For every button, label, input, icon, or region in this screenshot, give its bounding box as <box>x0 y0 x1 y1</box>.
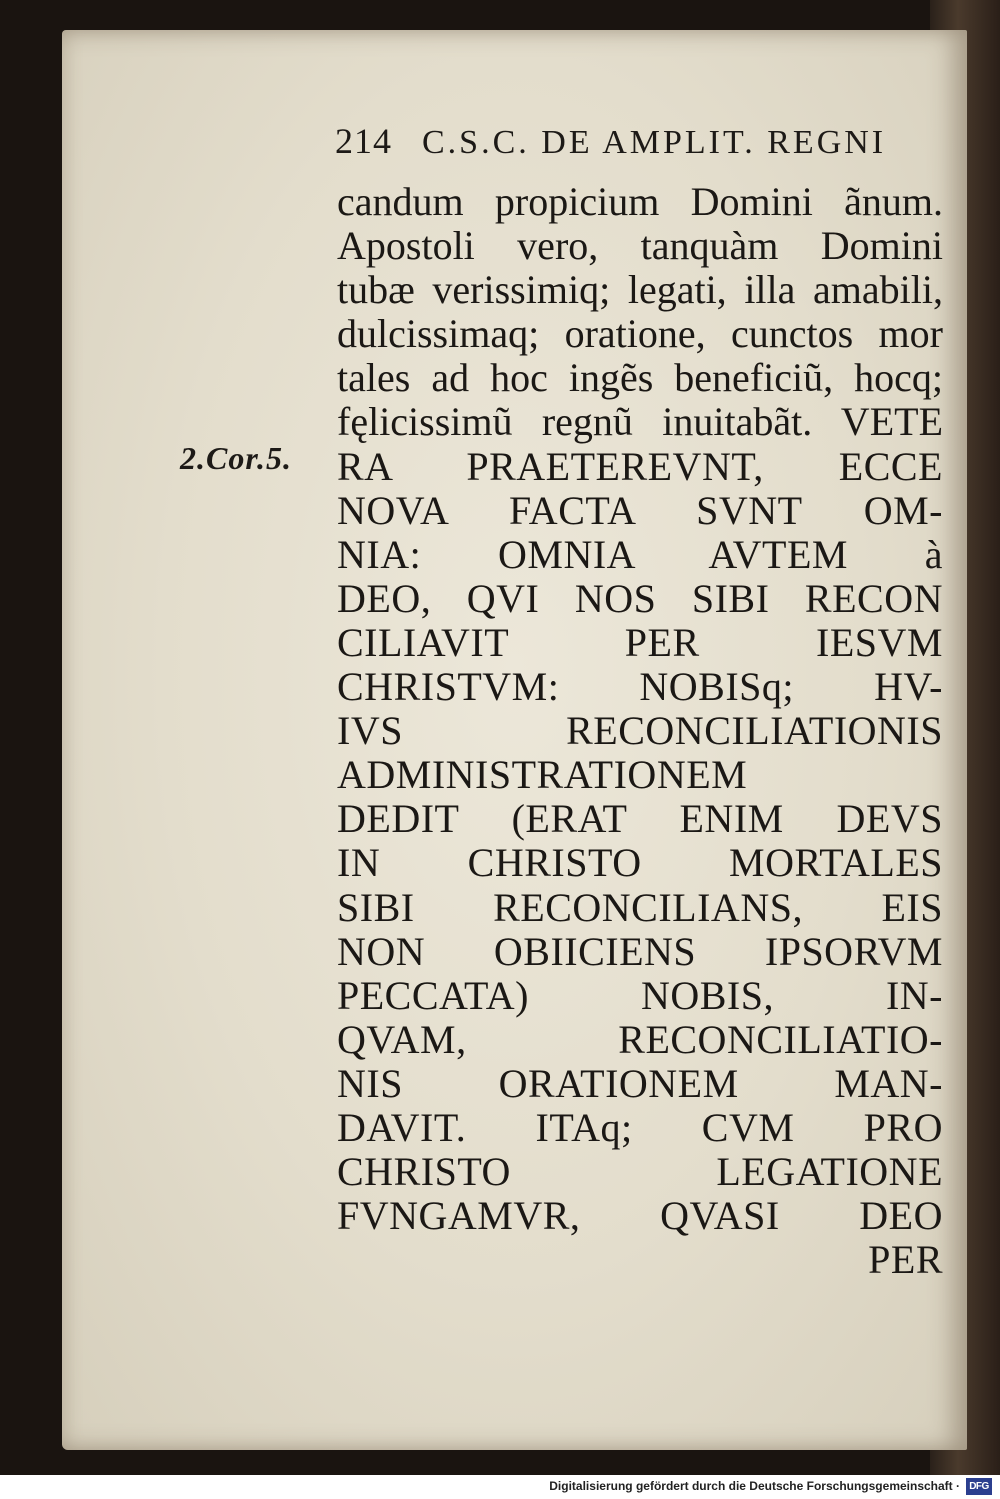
text-line: tubæ verissimiq; legati, illa amabili, <box>337 267 943 313</box>
text-line: RA PRAETEREVNT, ECCE <box>337 443 943 489</box>
marginal-note: 2.Cor.5. <box>180 440 293 476</box>
text-line: IN CHRISTO MORTALES <box>337 840 943 886</box>
funding-credit: Digitalisierung gefördert durch die Deutsche Forschungsgemeinschaft · <box>549 1479 960 1493</box>
text-line: PECCATA) NOBIS, IN- <box>337 972 943 1018</box>
text-line: DAVIT. ITAq; CVM PRO <box>337 1104 943 1150</box>
text-line: NIS ORATIONEM MAN- <box>337 1060 943 1106</box>
text-line: NON OBIICIENS IPSORVM <box>337 928 943 974</box>
text-line: NIA: OMNIA AVTEM à <box>337 531 943 577</box>
text-line: candum propicium Domini ãnum. <box>337 179 943 224</box>
text-line: QVAM, RECONCILIATIO- <box>337 1016 943 1062</box>
dfg-logo: DFG <box>966 1478 992 1495</box>
text-line: DEDIT (ERAT ENIM DEVS <box>337 796 943 842</box>
text-line: dulcissimaq; oratione, cunctos mor <box>337 311 943 357</box>
text-line: CILIAVIT PER IESVM <box>337 619 943 665</box>
text-line: NOVA FACTA SVNT OM- <box>337 487 943 533</box>
catchword: PER <box>868 1237 943 1283</box>
text-line: tales ad hoc ingẽs beneficiũ, hocq; <box>337 355 943 401</box>
text-line: CHRISTO LEGATIONE <box>337 1149 943 1195</box>
text-line: FVNGAMVR, QVASI DEO <box>337 1193 943 1239</box>
footer-bar <box>0 1475 1000 1499</box>
page-number: 214 <box>335 121 392 161</box>
text-line: SIBI RECONCILIANS, EIS <box>337 884 943 930</box>
text-line: Apostoli vero, tanquàm Domini <box>337 223 943 269</box>
text-line: CHRISTVM: NOBISq; HV- <box>337 664 943 710</box>
text-line: ADMINISTRATIONEM <box>337 752 748 798</box>
text-block <box>337 180 943 1282</box>
running-head <box>335 120 940 172</box>
text-line: IVS RECONCILIATIONIS <box>337 708 943 754</box>
text-line: fęlicissimũ regnũ inuitabãt. VETE <box>337 399 943 445</box>
text-line: DEO, QVI NOS SIBI RECON <box>337 575 943 621</box>
running-head-title: C.S.C. DE AMPLIT. REGNI <box>422 124 887 161</box>
